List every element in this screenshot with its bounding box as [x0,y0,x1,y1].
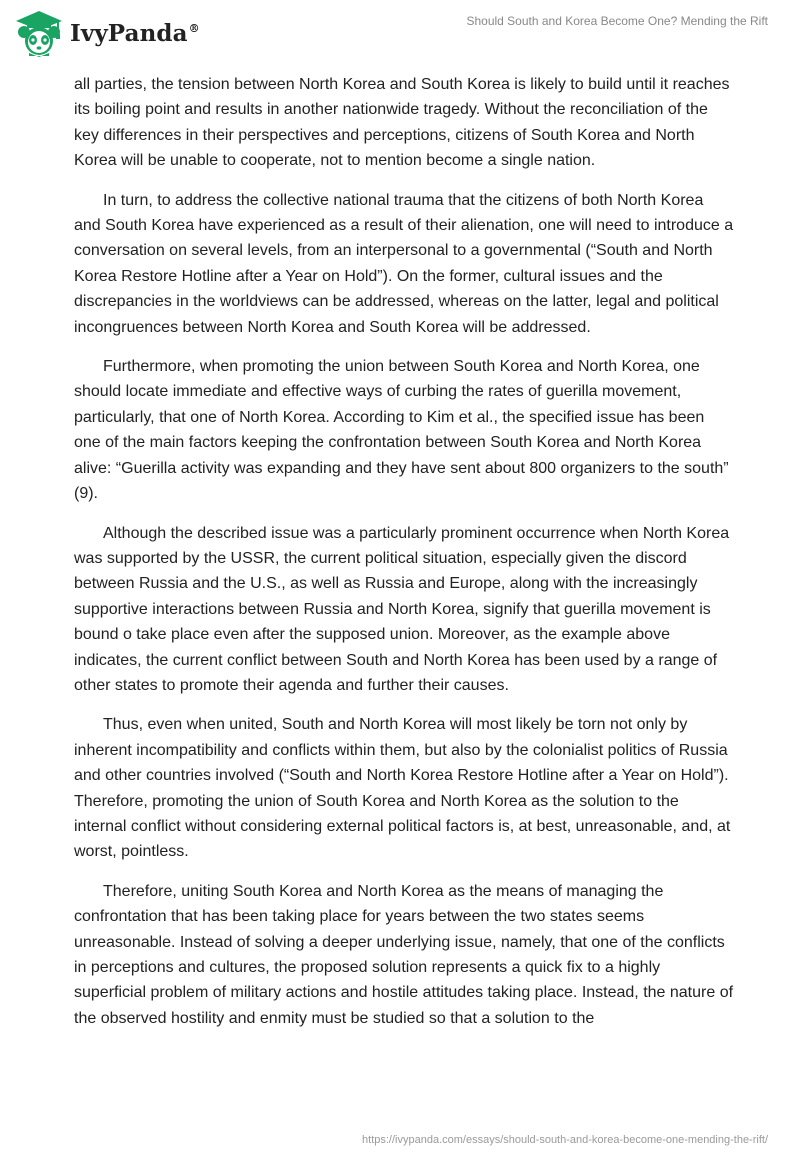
brand-name: IvyPanda® [70,19,200,47]
paragraph: all parties, the tension between North Korea and South Korea is likely to build until it reaches its boiling point and results in another nationwide tragedy. Without the reconciliation of the key differences in their perspectives and perceptions, citizens of South Korea and North Korea will be unable to cooperate, not to mention become a single nation. [74,76,730,170]
page-header [0,0,800,64]
source-url[interactable]: https://ivypanda.com/essays/should-south-and-korea-become-one-mending-the-rift/ [362,1134,768,1146]
registered-mark: ® [188,21,200,35]
paragraph: Therefore, uniting South Korea and North Korea as the means of managing the confrontation that has been taking place for years between the two states seems unreasonable. Instead of solving a deeper underlying issue, namely, that one of the conflicts in perceptions and cultures, the proposed solution represents a quick fix to a highly superficial problem of military actions and hostile attitudes taking place. Instead, the nature of the observed hostility and enmity must be studied so that a solution to the [74,882,734,1027]
panda-graduate-icon [12,8,66,58]
paragraph: Although the described issue was a particularly prominent occurrence when North Korea was supported by the USSR, the current political situation, especially given the discord between Russia and the U.S., as well as Russia and Europe, along with the increasingly supportive interactions between Russia and North Korea, signify that guerilla movement is bound o take place even after the supposed union. Moreover, as the example above indicates, the current conflict between South and North Korea has been used by a range of other states to promote their agenda and further their causes. [74,524,730,694]
paragraph: Furthermore, when promoting the union between South Korea and North Korea, one should locate immediate and effective ways of curbing the rates of guerilla movement, particularly, that one of North Korea. According to Kim et al., the specified issue has been one of the main factors keeping the confrontation between South Korea and North Korea alive: “Guerilla activity was expanding and they have sent about 800 organizers to the south” (9). [74,358,729,503]
paragraph: Thus, even when united, South and North Korea will most likely be torn not only by inherent incompatibility and conflicts within them, but also by the colonialist politics of Russia and other countries involved (“South and North Korea Restore Hotline after a Year on Hold”). Therefore, promoting the union of South Korea and North Korea as the solution to the internal conflict without considering external political factors is, at best, unreasonable, and, at worst, pointless. [74,716,731,861]
document-title: Should South and Korea Become One? Mending the Rift [466,14,768,28]
ivypanda-logo[interactable] [12,8,200,58]
essay-body [74,72,734,1045]
paragraph: In turn, to address the collective national trauma that the citizens of both North Korea and South Korea have experienced as a result of their alienation, one will need to introduce a conversation on several levels, from an interpersonal to a governmental (“South and North Korea Restore Hotline after a Year on Hold”). On the former, cultural issues and the discrepancies in the worldviews can be addressed, whereas on the latter, legal and political incongruences between North Korea and South Korea will be addressed. [74,191,734,336]
